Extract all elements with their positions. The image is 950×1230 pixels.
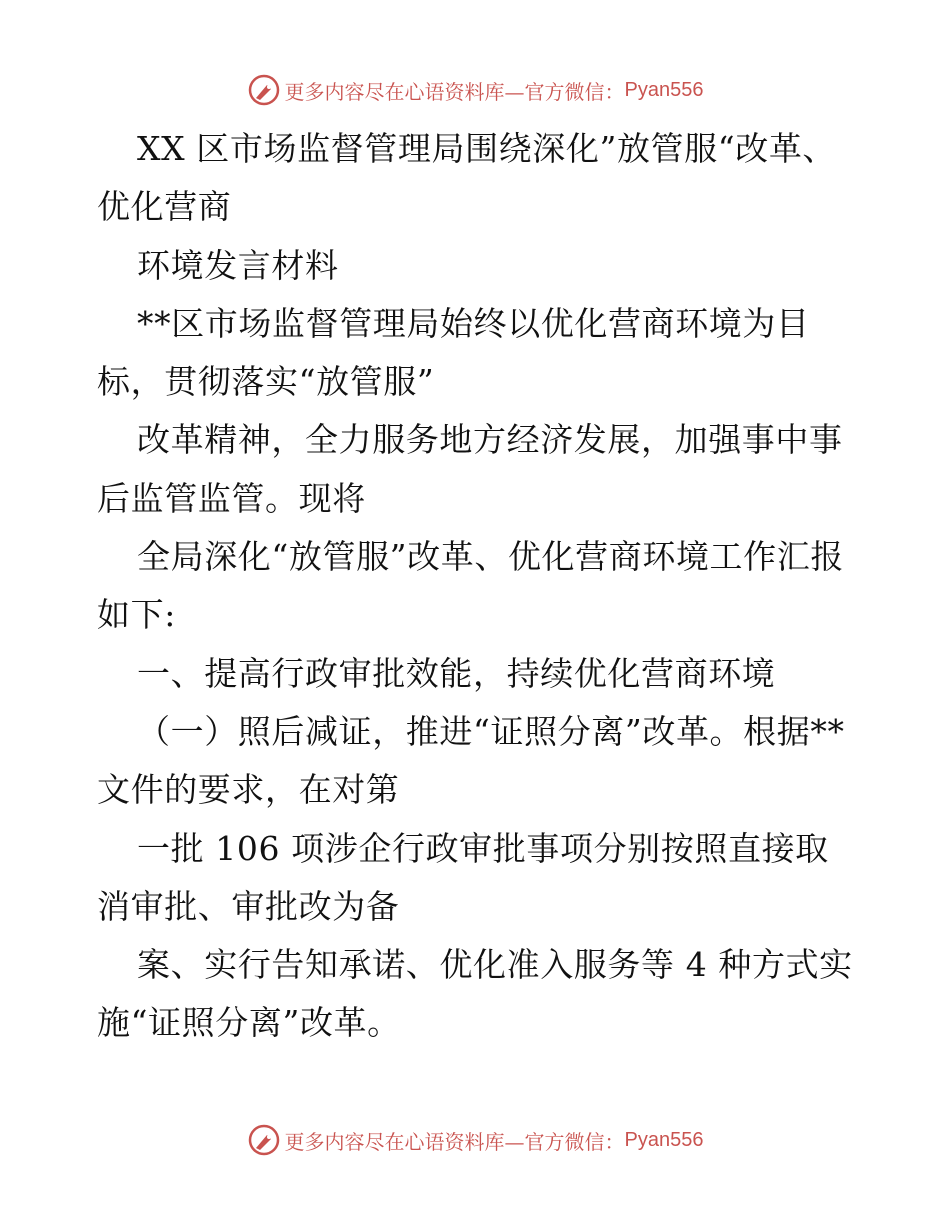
document-body [97, 120, 857, 1053]
watermark-text-cn: 更多内容尽在心语资料库—官方微信： [284, 79, 625, 104]
watermark-text-latin: Pyan556 [624, 1128, 704, 1151]
header-watermark [0, 70, 950, 110]
footer-watermark [0, 1120, 950, 1160]
section-heading-1: 一、提高行政审批效能，持续优化营商环境 [137, 653, 776, 693]
paragraph-reform-methods: 案、实行告知承诺、优化准入服务等 4 种方式实施“证照分离”改革。 [97, 945, 853, 1043]
watermark-text-cn: 更多内容尽在心语资料库—官方微信： [284, 1129, 625, 1154]
pen-nib-logo-icon [247, 73, 281, 107]
watermark-text-latin: Pyan556 [624, 78, 704, 101]
pen-nib-logo-icon [247, 1123, 281, 1157]
subsection-heading-1: （一）照后减证，推进“证照分离”改革。根据**文件的要求，在对第 [97, 711, 845, 810]
paragraph-intro: **区市场监督管理局始终以优化营商环境为目标，贯彻落实“放管服” [97, 303, 810, 402]
paragraph-title-line-2: 环境发言材料 [137, 245, 339, 285]
paragraph-title-line-1: XX 区市场监督管理局围绕深化”放管服“改革、优化营商 [97, 129, 837, 227]
paragraph-report-lead: 全局深化“放管服”改革、优化营商环境工作汇报如下: [97, 537, 844, 635]
paragraph-intro-continued: 改革精神，全力服务地方经济发展，加强事中事后监管监管。现将 [97, 420, 843, 518]
paragraph-reform-items: 一批 106 项涉企行政审批事项分别按照直接取消审批、审批改为备 [97, 828, 829, 926]
